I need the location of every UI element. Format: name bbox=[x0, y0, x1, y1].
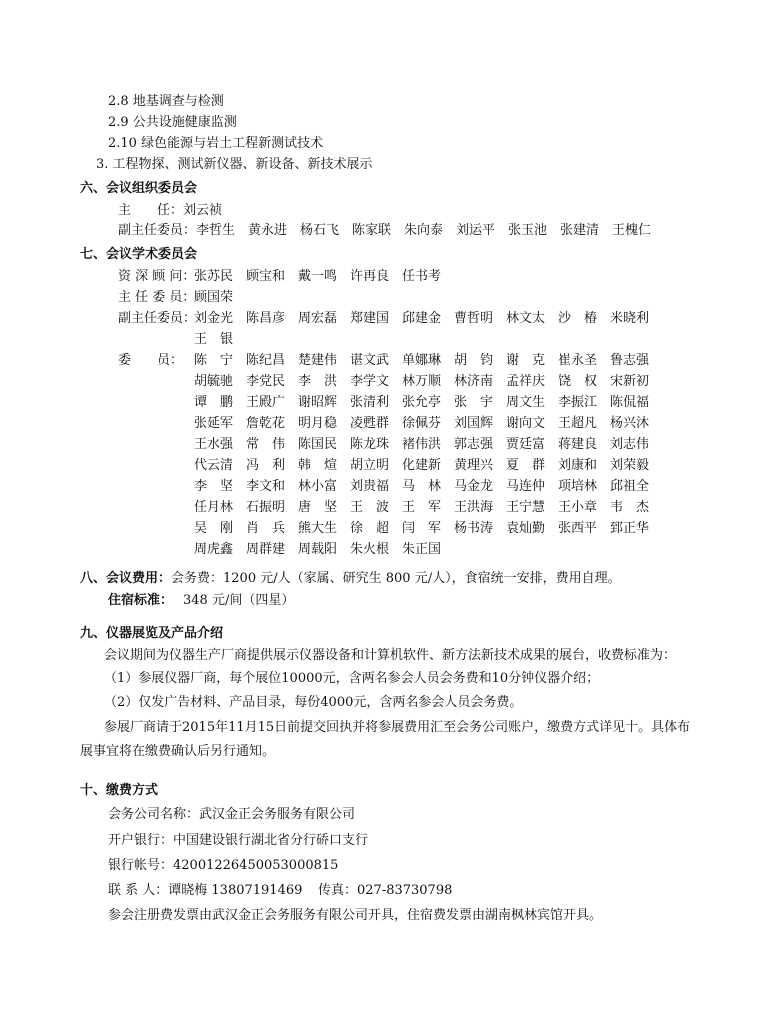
member-name: 李学文 bbox=[350, 374, 390, 389]
academic-members-label: 委 员： bbox=[118, 353, 184, 368]
members-row bbox=[194, 457, 662, 475]
senior-advisor-name: 任书考 bbox=[402, 269, 442, 284]
lodging-text: 348 元/间（四星） bbox=[183, 593, 295, 608]
member-name: 刘贵福 bbox=[350, 479, 390, 494]
member-name: 饶 权 bbox=[558, 374, 598, 389]
vice-chair-name: 邱建金 bbox=[402, 311, 442, 326]
member-name: 陈纪昌 bbox=[246, 353, 286, 368]
vice-chair-name: 周宏磊 bbox=[298, 311, 338, 326]
member-name: 朱火根 bbox=[350, 542, 390, 557]
lodging-row bbox=[108, 592, 294, 610]
lodging-label: 住宿标准： bbox=[108, 593, 174, 608]
payment-invoice: 参会注册费发票由武汉金正会务服务有限公司开具，住宿费发票由湖南枫林宾馆开具。 bbox=[108, 908, 603, 923]
topic-2-10: 2.10 绿色能源与岩土工程新测试技术 bbox=[108, 136, 324, 151]
payment-heading: 十、缴费方式 bbox=[80, 783, 159, 798]
member-name: 单娜琳 bbox=[402, 353, 442, 368]
payment-bank: 开户银行：中国建设银行湖北省分行硚口支行 bbox=[108, 833, 369, 848]
member-name: 王 波 bbox=[350, 500, 390, 515]
member-name: 代云清 bbox=[194, 458, 234, 473]
committee-member-name: 张建清 bbox=[560, 223, 600, 238]
member-name: 袁灿勤 bbox=[506, 521, 546, 536]
member-name: 李党民 bbox=[246, 374, 286, 389]
exhibit-p4b: 展事宜将在缴费确认后另行通知。 bbox=[80, 744, 276, 759]
member-name: 周群建 bbox=[246, 542, 286, 557]
exhibit-p1: 会议期间为仪器生产厂商提供展示仪器设备和计算机软件、新方法新技术成果的展台，收费标准为： bbox=[104, 648, 677, 663]
member-name: 朱正国 bbox=[402, 542, 442, 557]
member-name: 崔永圣 bbox=[558, 353, 598, 368]
org-vice-names bbox=[196, 222, 664, 240]
member-name: 陈龙珠 bbox=[350, 437, 390, 452]
payment-contact: 联 系 人：谭晓梅 13807191469 bbox=[108, 883, 303, 898]
member-name: 杨书涛 bbox=[454, 521, 494, 536]
members-row bbox=[194, 541, 454, 559]
member-name: 王水强 bbox=[194, 437, 234, 452]
member-name: 马 林 bbox=[402, 479, 442, 494]
member-name: 杨兴沐 bbox=[610, 416, 650, 431]
member-name: 任月林 bbox=[194, 500, 234, 515]
committee-member-name: 朱向泰 bbox=[404, 223, 444, 238]
academic-heading: 七、会议学术委员会 bbox=[80, 247, 198, 262]
member-name: 褚伟洪 bbox=[402, 437, 442, 452]
member-name: 陈 宁 bbox=[194, 353, 234, 368]
academic-senior-row bbox=[118, 268, 454, 286]
members-row bbox=[194, 436, 662, 454]
member-name: 马金龙 bbox=[454, 479, 494, 494]
committee-member-name: 张玉池 bbox=[508, 223, 548, 238]
academic-chair-row bbox=[118, 289, 233, 307]
member-name: 张延军 bbox=[194, 416, 234, 431]
vice-chair-name: 陈昌彦 bbox=[246, 311, 286, 326]
member-name: 张西平 bbox=[558, 521, 598, 536]
academic-vice-row bbox=[118, 310, 662, 328]
member-name: 王殿广 bbox=[246, 395, 286, 410]
payment-account: 银行帐号：42001226450053000815 bbox=[108, 858, 339, 873]
member-name: 谌文武 bbox=[350, 353, 390, 368]
member-name: 明月稳 bbox=[298, 416, 338, 431]
member-name: 刘荣毅 bbox=[610, 458, 650, 473]
member-name: 谭 鹏 bbox=[194, 395, 234, 410]
academic-chair-name: 顾国荣 bbox=[194, 290, 234, 305]
vice-chair-name: 曹哲明 bbox=[454, 311, 494, 326]
senior-advisor-name: 顾宝和 bbox=[246, 269, 286, 284]
member-name: 韩 煊 bbox=[298, 458, 338, 473]
members-row bbox=[194, 499, 662, 517]
member-name: 周载阳 bbox=[298, 542, 338, 557]
member-name: 李 坚 bbox=[194, 479, 234, 494]
org-vice-label: 副主任委员： bbox=[118, 223, 197, 238]
senior-advisor-name: 戴一鸣 bbox=[298, 269, 338, 284]
member-name: 凌甦群 bbox=[350, 416, 390, 431]
member-name: 楚建伟 bbox=[298, 353, 338, 368]
org-chair-name: 刘云祯 bbox=[183, 203, 223, 218]
member-name: 胡立明 bbox=[350, 458, 390, 473]
member-name: 贾廷富 bbox=[506, 437, 546, 452]
vice-chair-name: 林文太 bbox=[506, 311, 546, 326]
member-name: 吴 刚 bbox=[194, 521, 234, 536]
org-chair-row bbox=[118, 202, 222, 220]
member-name: 郅正华 bbox=[610, 521, 650, 536]
members-row bbox=[194, 352, 662, 370]
fees-text: 会务费：1200 元/人（家属、研究生 800 元/人），食宿统一安排，费用自理。 bbox=[171, 571, 621, 586]
academic-vice-extra: 王 银 bbox=[194, 332, 234, 347]
member-name: 林万顺 bbox=[402, 374, 442, 389]
committee-member-name: 陈家联 bbox=[352, 223, 392, 238]
member-name: 胡 钧 bbox=[454, 353, 494, 368]
member-name: 熊大生 bbox=[298, 521, 338, 536]
topic-3: 3. 工程物探、测试新仪器、新设备、新技术展示 bbox=[96, 157, 373, 172]
members-row bbox=[194, 373, 662, 391]
org-chair-label: 主 任： bbox=[118, 203, 184, 218]
member-name: 谢向文 bbox=[506, 416, 546, 431]
member-name: 李 洪 bbox=[298, 374, 338, 389]
member-name: 刘康和 bbox=[558, 458, 598, 473]
member-name: 邱祖全 bbox=[610, 479, 650, 494]
member-name: 闫 军 bbox=[402, 521, 442, 536]
exhibit-p3: （2）仅发广告材料、产品目录，每份4000元，含两名参会人员会务费。 bbox=[104, 695, 523, 710]
academic-senior-label: 资 深 顾 问： bbox=[118, 269, 196, 284]
member-name: 张 宇 bbox=[454, 395, 494, 410]
academic-vice-label: 副主任委员： bbox=[118, 311, 197, 326]
member-name: 谢 克 bbox=[506, 353, 546, 368]
org-vice-row bbox=[118, 222, 664, 240]
vice-chair-name: 郑建国 bbox=[350, 311, 390, 326]
exhibit-heading: 九、仪器展览及产品介绍 bbox=[80, 626, 224, 641]
member-name: 唐 坚 bbox=[298, 500, 338, 515]
member-name: 刘国辉 bbox=[454, 416, 494, 431]
member-name: 石振明 bbox=[246, 500, 286, 515]
member-name: 宋新初 bbox=[610, 374, 650, 389]
members-row bbox=[194, 415, 662, 433]
member-name: 项培林 bbox=[558, 479, 598, 494]
member-name: 刘志伟 bbox=[610, 437, 650, 452]
exhibit-p2: （1）参展仪器厂商，每个展位10000元，含两名参会人员会务费和10分钟仪器介绍； bbox=[104, 671, 600, 686]
member-name: 黄理兴 bbox=[454, 458, 494, 473]
member-name: 周虎鑫 bbox=[194, 542, 234, 557]
committee-member-name: 刘运平 bbox=[456, 223, 496, 238]
member-name: 蒋建良 bbox=[558, 437, 598, 452]
members-row bbox=[194, 394, 662, 412]
member-name: 王 军 bbox=[402, 500, 442, 515]
member-name: 周文生 bbox=[506, 395, 546, 410]
member-name: 孟祥庆 bbox=[506, 374, 546, 389]
member-name: 王小章 bbox=[558, 500, 598, 515]
member-name: 李文和 bbox=[246, 479, 286, 494]
payment-fax: 传真：027-83730798 bbox=[318, 883, 453, 898]
member-name: 林济南 bbox=[454, 374, 494, 389]
vice-chair-name: 沙 椿 bbox=[558, 311, 598, 326]
member-name: 鲁志强 bbox=[610, 353, 650, 368]
member-name: 张清利 bbox=[350, 395, 390, 410]
senior-advisor-name: 张苏民 bbox=[194, 269, 234, 284]
committee-member-name: 黄永进 bbox=[248, 223, 288, 238]
member-name: 常 伟 bbox=[246, 437, 286, 452]
committee-member-name: 王槐仁 bbox=[612, 223, 652, 238]
fees-heading: 八、会议费用： bbox=[80, 571, 172, 586]
member-name: 谢昭辉 bbox=[298, 395, 338, 410]
topic-2-9: 2.9 公共设施健康监测 bbox=[108, 115, 237, 130]
member-name: 王超凡 bbox=[558, 416, 598, 431]
exhibit-p4a: 参展厂商请于2015年11月15日前提交回执并将参展费用汇至会务公司账户，缴费方式详见十。具体布 bbox=[104, 720, 691, 735]
members-row bbox=[194, 520, 662, 538]
member-name: 徐佩芬 bbox=[402, 416, 442, 431]
committee-member-name: 李哲生 bbox=[196, 223, 236, 238]
member-name: 陈国民 bbox=[298, 437, 338, 452]
vice-chair-name: 刘金光 bbox=[194, 311, 234, 326]
member-name: 詹乾花 bbox=[246, 416, 286, 431]
member-name: 胡毓驰 bbox=[194, 374, 234, 389]
payment-company: 会务公司名称：武汉金正会务服务有限公司 bbox=[108, 807, 356, 822]
fees-row bbox=[80, 570, 621, 588]
member-name: 韦 杰 bbox=[610, 500, 650, 515]
members-row bbox=[194, 478, 662, 496]
member-name: 王洪海 bbox=[454, 500, 494, 515]
member-name: 马连仲 bbox=[506, 479, 546, 494]
member-name: 陈侃福 bbox=[610, 395, 650, 410]
academic-senior-names bbox=[194, 268, 454, 286]
member-name: 张允亭 bbox=[402, 395, 442, 410]
topic-2-8: 2.8 地基调查与检测 bbox=[108, 94, 224, 109]
member-name: 化建新 bbox=[402, 458, 442, 473]
academic-vice-names bbox=[194, 310, 662, 328]
member-name: 夏 群 bbox=[506, 458, 546, 473]
member-name: 王宁慧 bbox=[506, 500, 546, 515]
member-name: 李振江 bbox=[558, 395, 598, 410]
academic-chair-label: 主 任 委 员： bbox=[118, 290, 196, 305]
committee-member-name: 杨石飞 bbox=[300, 223, 340, 238]
vice-chair-name: 米晓利 bbox=[610, 311, 650, 326]
org-heading: 六、会议组织委员会 bbox=[80, 181, 198, 196]
member-name: 林小富 bbox=[298, 479, 338, 494]
member-name: 肖 兵 bbox=[246, 521, 286, 536]
member-name: 冯 利 bbox=[246, 458, 286, 473]
member-name: 郭志强 bbox=[454, 437, 494, 452]
member-name: 徐 超 bbox=[350, 521, 390, 536]
senior-advisor-name: 许再良 bbox=[350, 269, 390, 284]
